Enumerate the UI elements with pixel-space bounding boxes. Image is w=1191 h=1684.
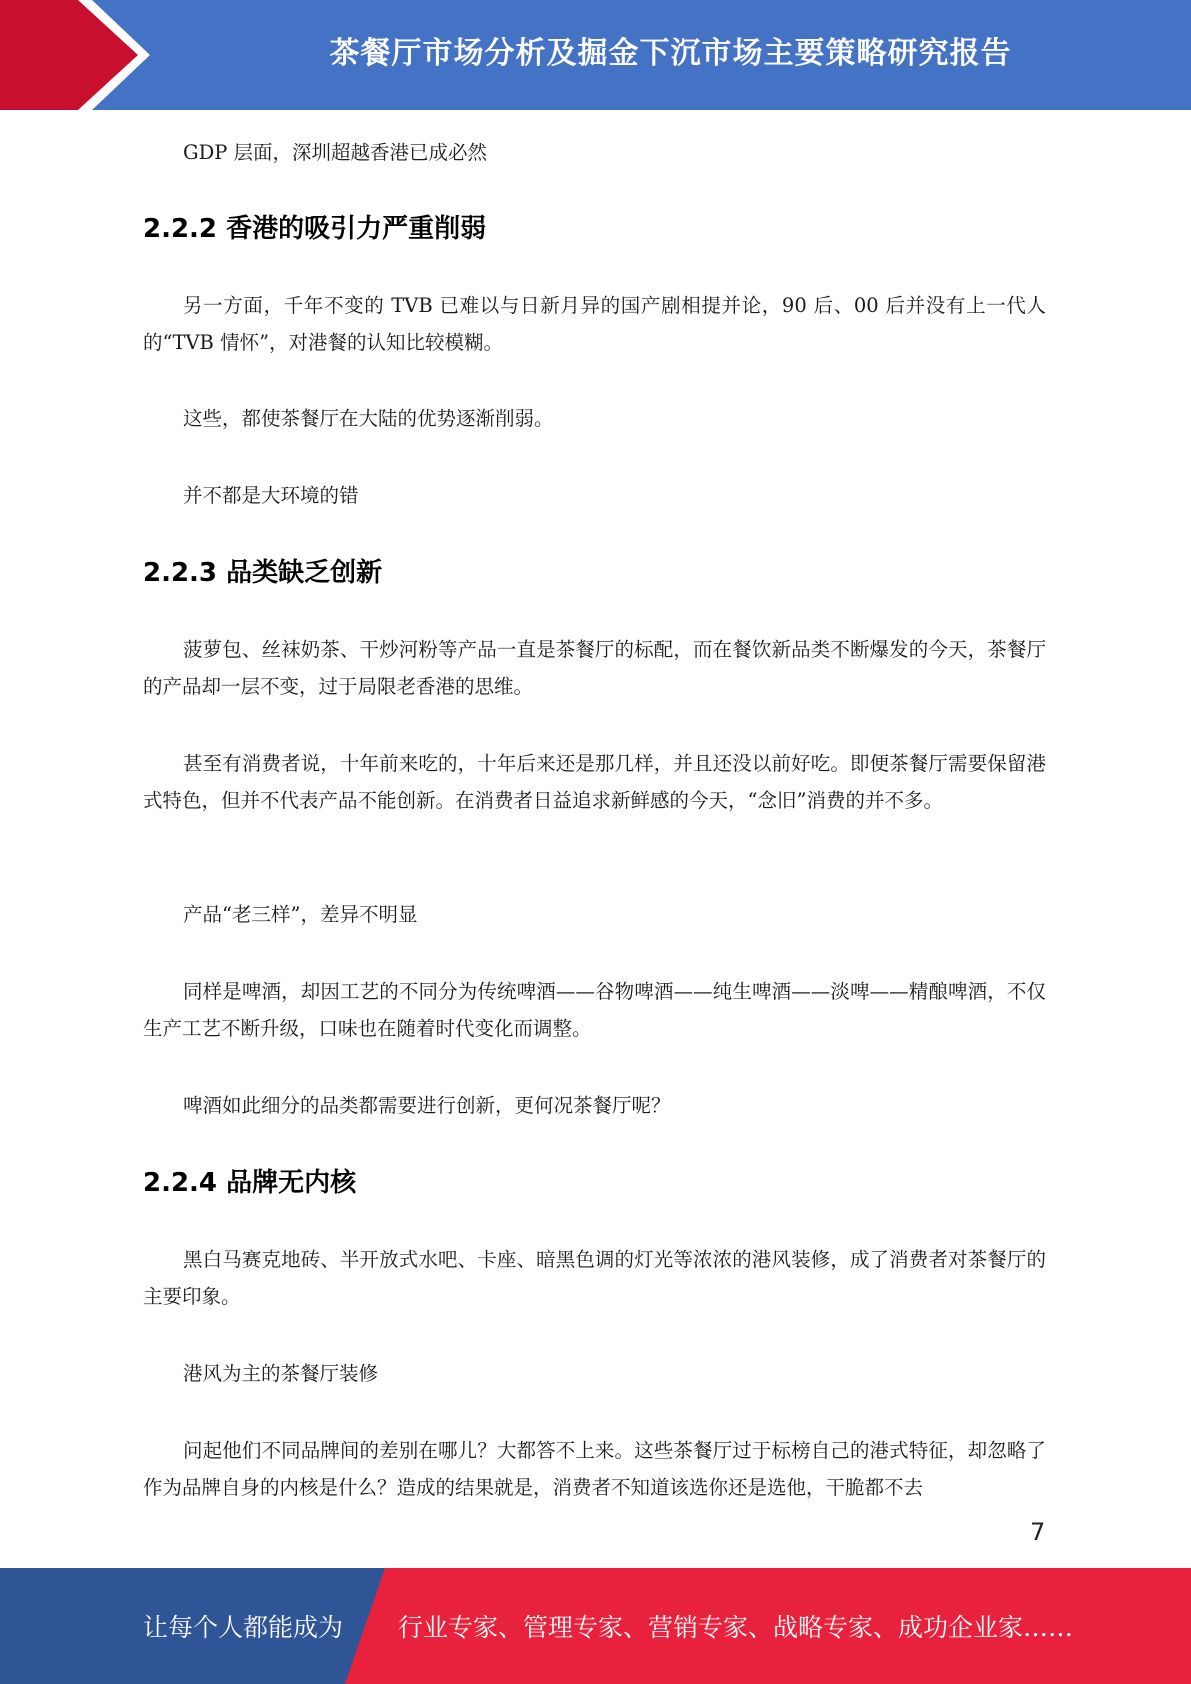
header-banner (0, 0, 1191, 110)
footer-slogan-left: 让每个人都能成为 (143, 1613, 344, 1642)
paragraph-hk-style: 港风为主的茶餐厅装修 (183, 1362, 379, 1385)
paragraph-old-three: 产品“老三样”，差异不明显 (183, 903, 418, 926)
paragraph-decor: 黑白马赛克地砖、半开放式水吧、卡座、暗黑色调的灯光等浓浓的港风装修，成了消费者对茶餐厅的主要印象。 (143, 1248, 1046, 1308)
paragraph-environment: 并不都是大环境的错 (183, 484, 359, 507)
paragraph-tvb: 另一方面，千年不变的 TVB 已难以与日新月异的国产剧相提并论，90 后、00 后并没有上一代人的“TVB 情怀”，对港餐的认知比较模糊。 (143, 294, 1046, 354)
paragraph-beer: 同样是啤酒，却因工艺的不同分为传统啤酒——谷物啤酒——纯生啤酒——淡啤——精酿啤酒，不仅生产工艺不断升级，口味也在随着时代变化而调整。 (143, 980, 1046, 1040)
heading-2-2-4: 2.2.4 品牌无内核 (143, 1168, 357, 1198)
paragraph-brand-core: 问起他们不同品牌间的差别在哪儿？大都答不上来。这些茶餐厅过于标榜自己的港式特征，却忽略了作为品牌自身的内核是什么？造成的结果就是，消费者不知道该选你还是选他，干脆都不去 (143, 1439, 1046, 1499)
paragraph-products: 菠萝包、丝袜奶茶、干炒河粉等产品一直是茶餐厅的标配，而在餐饮新品类不断爆发的今天，茶餐厅的产品却一层不变，过于局限老香港的思维。 (143, 638, 1046, 698)
paragraph-consumers: 甚至有消费者说，十年前来吃的，十年后来还是那几样，并且还没以前好吃。即便茶餐厅需要保留港式特色，但并不代表产品不能创新。在消费者日益追求新鲜感的今天，“念旧”消费的并不多。 (143, 752, 1046, 812)
paragraph-advantage: 这些，都使茶餐厅在大陆的优势逐渐削弱。 (183, 407, 554, 430)
footer-banner (0, 1568, 1191, 1684)
heading-2-2-2: 2.2.2 香港的吸引力严重削弱 (143, 214, 487, 244)
paragraph-gdp: GDP 层面，深圳超越香港已成必然 (183, 141, 488, 164)
footer-slogan-right: 行业专家、管理专家、营销专家、战略专家、成功企业家…… (398, 1613, 1074, 1642)
paragraph-beer-innovation: 啤酒如此细分的品类都需要进行创新，更何况茶餐厅呢？ (183, 1094, 671, 1117)
document-title: 茶餐厅市场分析及掘金下沉市场主要策略研究报告 (329, 36, 1012, 71)
heading-2-2-3: 2.2.3 品类缺乏创新 (143, 558, 383, 588)
header-chevron-icon (0, 0, 150, 110)
page-number: 7 (1030, 1518, 1046, 1546)
